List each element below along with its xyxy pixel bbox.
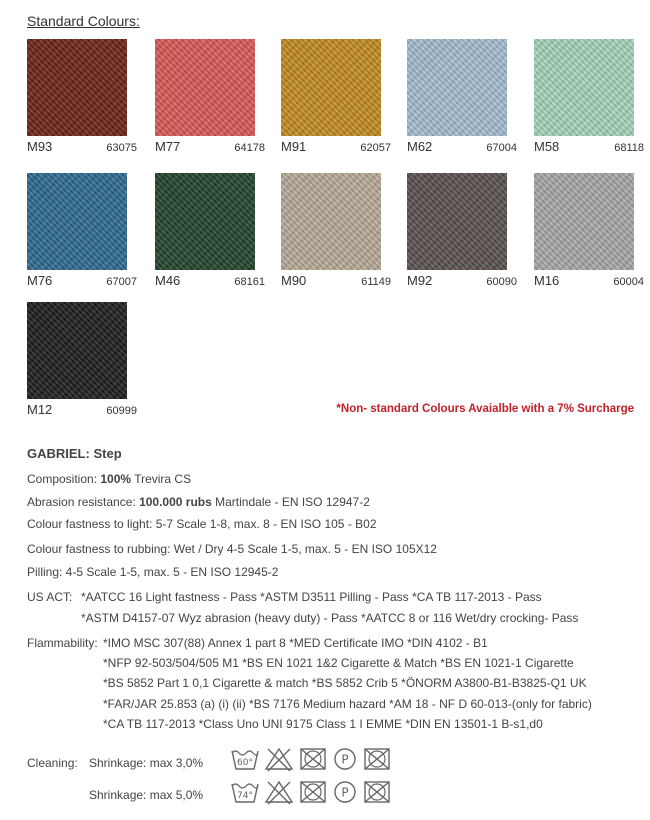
flammability-line-2: *NFP 92-503/504/505 M1 *BS EN 1021 1&2 Cigarette & Match *BS EN 1021-1 Cigarette <box>103 656 574 670</box>
swatch-number: 68161 <box>234 276 265 288</box>
swatch-chip[interactable] <box>534 173 634 270</box>
us-act-label: US ACT: <box>27 590 73 604</box>
composition-row <box>27 472 191 486</box>
shrinkage-row-1: Shrinkage: max 3,0% <box>89 756 204 770</box>
wash-tub-icon <box>230 746 260 772</box>
cleaning-label: Cleaning: <box>27 756 78 770</box>
swatch-number: 64178 <box>234 142 265 154</box>
swatch-m58[interactable] <box>534 39 644 154</box>
swatch-number: 60999 <box>106 405 137 417</box>
us-act-line-2: *ASTM D4157-07 Wyz abrasion (heavy duty) - Pass *AATCC 8 or 116 Wet/dry crocking- Pass <box>81 611 579 625</box>
care-symbols-row-1 <box>230 746 392 772</box>
swatch-chip[interactable] <box>281 173 381 270</box>
swatch-m90[interactable] <box>281 173 391 288</box>
swatch-m62[interactable] <box>407 39 517 154</box>
swatch-m91[interactable] <box>281 39 391 154</box>
abrasion-label: Abrasion resistance: <box>27 495 136 509</box>
no-bleach-icon <box>264 779 294 805</box>
swatch-number: 60090 <box>486 276 517 288</box>
swatch-chip[interactable] <box>27 39 127 136</box>
no-iron-icon <box>362 746 392 772</box>
professional-clean-p-icon <box>332 779 358 805</box>
swatch-chip[interactable] <box>407 173 507 270</box>
swatch-number: 62057 <box>360 142 391 154</box>
swatch-number: 63075 <box>106 142 137 154</box>
swatch-m12[interactable] <box>27 302 137 417</box>
us-act-line-1: *AATCC 16 Light fastness - Pass *ASTM D3511 Pilling - Pass *CA TB 117-2013 - Pass <box>81 590 542 604</box>
swatch-chip[interactable] <box>534 39 634 136</box>
section-title: Standard Colours: <box>27 13 140 29</box>
swatch-chip[interactable] <box>155 173 255 270</box>
swatch-code: M90 <box>281 273 307 288</box>
swatch-code: M62 <box>407 139 433 154</box>
composition-percent: 100% <box>100 472 132 486</box>
shrinkage-row-2: Shrinkage: max 5,0% <box>89 788 204 802</box>
professional-clean-p-icon <box>332 746 358 772</box>
no-tumble-dry-icon <box>298 779 328 805</box>
swatch-m76[interactable] <box>27 173 137 288</box>
swatch-code: M46 <box>155 273 181 288</box>
swatch-m16[interactable] <box>534 173 644 288</box>
no-iron-icon <box>362 779 392 805</box>
no-bleach-icon <box>264 746 294 772</box>
svg-text:P: P <box>341 752 349 767</box>
swatch-code: M93 <box>27 139 53 154</box>
abrasion-value: Martindale - EN ISO 12947-2 <box>215 495 370 509</box>
flammability-line-3: *BS 5852 Part 1 0,1 Cigarette & match *BS 5852 Crib 5 *ÖNORM A3800-B1-B3825-Q1 UK <box>103 676 587 690</box>
swatch-number: 68118 <box>614 142 644 154</box>
wash-temp-label: 60° <box>237 758 253 768</box>
swatch-code: M58 <box>534 139 560 154</box>
wash-temp-label: 74° <box>237 791 253 801</box>
pilling-row: Pilling: 4-5 Scale 1-5, max. 5 - EN ISO 12945-2 <box>27 565 279 579</box>
surcharge-note: *Non- standard Colours Avaialble with a 7% Surcharge <box>336 403 634 415</box>
abrasion-rubs: 100.000 rubs <box>139 495 212 509</box>
swatch-chip[interactable] <box>27 302 127 399</box>
swatch-code: M16 <box>534 273 560 288</box>
swatch-m92[interactable] <box>407 173 517 288</box>
swatch-code: M91 <box>281 139 307 154</box>
swatch-chip[interactable] <box>27 173 127 270</box>
product-brand: GABRIEL: <box>27 446 90 461</box>
swatch-code: M12 <box>27 402 53 417</box>
swatch-number: 60004 <box>613 276 644 288</box>
abrasion-row <box>27 495 370 509</box>
light-fastness-row: Colour fastness to light: 5-7 Scale 1-8, max. 8 - EN ISO 105 - B02 <box>27 517 377 531</box>
flammability-line-4: *FAR/JAR 25.853 (a) (i) (ii) *BS 7176 Medium hazard *AM 18 - NF D 60-013-(only for fabric) <box>103 697 592 711</box>
swatch-code: M77 <box>155 139 181 154</box>
composition-label: Composition: <box>27 472 98 486</box>
composition-value: Trevira CS <box>134 472 192 486</box>
swatch-number: 67004 <box>486 142 517 154</box>
swatch-code: M92 <box>407 273 433 288</box>
swatch-number: 67007 <box>106 276 137 288</box>
product-name: Step <box>93 446 122 461</box>
svg-text:P: P <box>341 785 349 800</box>
rubbing-fastness-row: Colour fastness to rubbing: Wet / Dry 4-5 Scale 1-5, max. 5 - EN ISO 105X12 <box>27 542 437 556</box>
flammability-label: Flammability: <box>27 636 98 650</box>
swatch-m93[interactable] <box>27 39 137 154</box>
flammability-line-5: *CA TB 117-2013 *Class Uno UNI 9175 Class 1 I EMME *DIN EN 13501-1 B-s1,d0 <box>103 717 543 731</box>
swatch-m77[interactable] <box>155 39 265 154</box>
swatch-chip[interactable] <box>407 39 507 136</box>
swatch-chip[interactable] <box>281 39 381 136</box>
no-tumble-dry-icon <box>298 746 328 772</box>
wash-tub-icon <box>230 779 260 805</box>
flammability-line-1: *IMO MSC 307(88) Annex 1 part 8 *MED Certificate IMO *DIN 4102 - B1 <box>103 636 488 650</box>
swatch-chip[interactable] <box>155 39 255 136</box>
swatch-m46[interactable] <box>155 173 265 288</box>
swatch-code: M76 <box>27 273 53 288</box>
product-heading <box>27 446 122 461</box>
care-symbols-row-2 <box>230 779 392 805</box>
swatch-number: 61149 <box>361 276 391 288</box>
